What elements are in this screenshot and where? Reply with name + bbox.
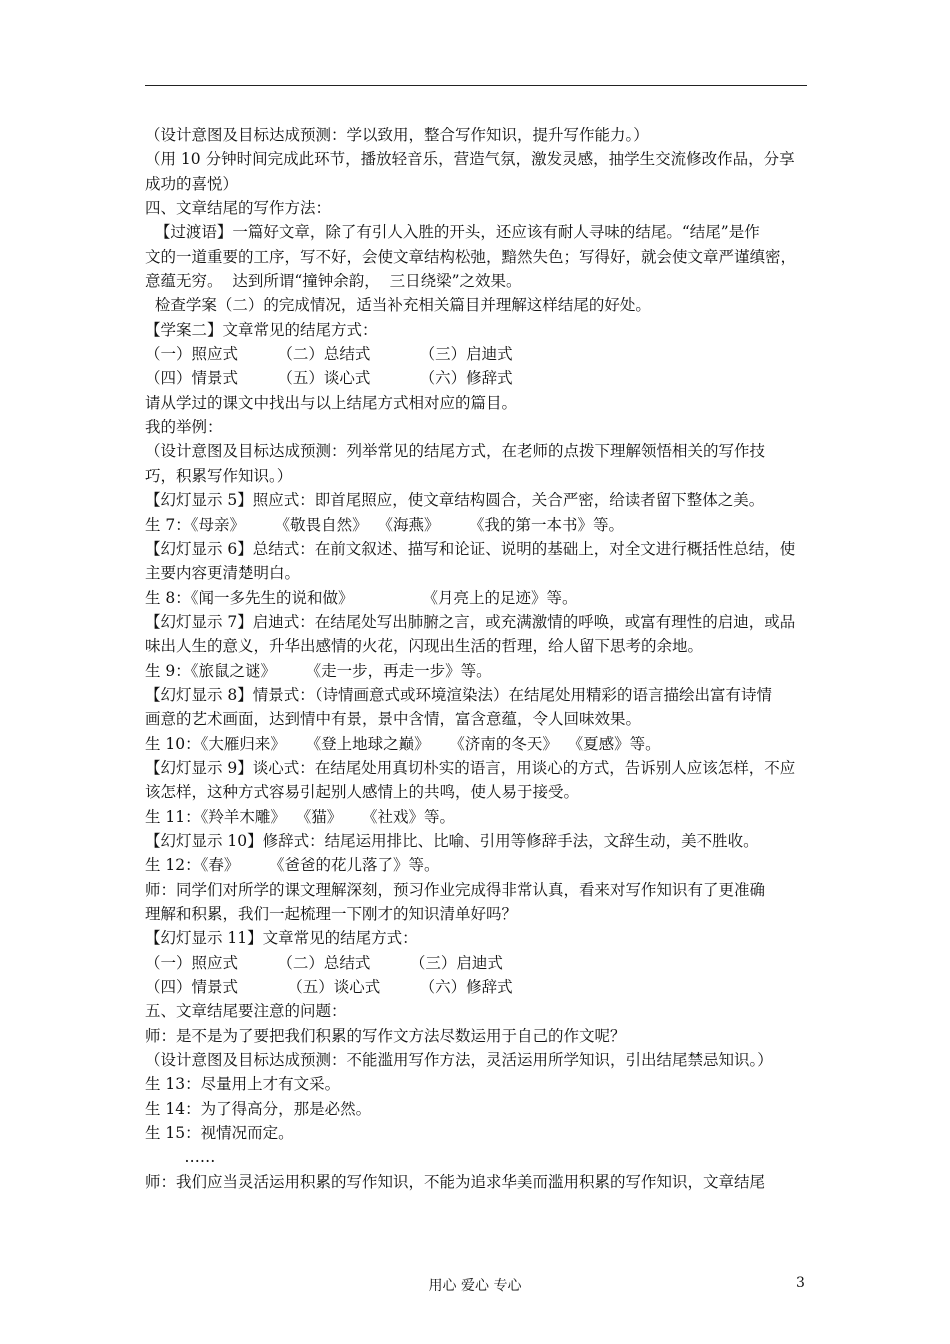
text-line: （设计意图及目标达成预测：学以致用，整合写作知识，提升写作能力。） (145, 126, 649, 144)
text-line: 主要内容更清楚明白。 (145, 564, 301, 583)
text-line: 师：是不是为了要把我们积累的写作文方法尽数运用于自己的作文呢？ (145, 1026, 626, 1045)
page-number: 3 (796, 1275, 805, 1291)
text-line: 请从学过的课文中找出与以上结尾方式相对应的篇目。 (145, 393, 518, 412)
text-line: 【学案二】文章常见的结尾方式： (145, 320, 378, 339)
text-line: 【幻灯显示 7】启迪式：在结尾处写出肺腑之言，或充满激情的呼唤，或富有理性的启迪，或品 (145, 612, 796, 631)
text-line: 我的举例： (145, 418, 223, 437)
text-line: 意蕴无穷。 达到所谓“撞钟余韵， 三日绕梁”之效果。 (145, 272, 522, 291)
text-line: 师：我们应当灵活运用积累的写作知识，不能为追求华美而滥用积累的写作知识，文章结尾 (145, 1172, 766, 1191)
text-line: 理解和积累，我们一起梳理一下刚才的知识清单好吗？ (145, 905, 518, 923)
footer-motto: 用心 爱心 专心 (428, 1278, 522, 1294)
text-line: 味出人生的意义，升华出感情的火花，闪现出生活的哲理，给人留下思考的余地。 (145, 637, 704, 656)
text-line: 师：同学们对所学的课文理解深刻，预习作业完成得非常认真，看来对写作知识有了更准确 (145, 880, 766, 899)
text-line: …… (145, 1148, 216, 1167)
text-line: 【过渡语】一篇好文章，除了有引人入胜的开头，还应该有耐人寻味的结尾。“结尾”是作 (145, 223, 760, 242)
text-line: （设计意图及目标达成预测：列举常见的结尾方式，在老师的点拨下理解领悟相关的写作技 (145, 442, 766, 461)
text-line: （设计意图及目标达成预测：不能滥用写作方法，灵活运用所学知识，引出结尾禁忌知识。） (145, 1051, 773, 1070)
text-line: 巧，积累写作知识。） (145, 466, 293, 485)
text-line: 四、文章结尾的写作方法： (145, 199, 332, 218)
text-line: 【幻灯显示 10】修辞式：结尾运用排比、比喻、引用等修辞手法，文辞生动，美不胜收。 (145, 831, 759, 850)
text-line: 文的一道重要的工序，写不好，会使文章结构松弛，黯然失色；写得好，就会使文章严谨缜密， (145, 247, 797, 266)
text-line: 生 9：《旅鼠之谜》 《走一步，再走一步》等。 (145, 661, 492, 680)
text-line: 生 11：《羚羊木雕》 《猫》 《社戏》等。 (145, 807, 455, 826)
document-body (145, 123, 807, 1194)
text-line: 该怎样，这种方式容易引起别人感情上的共鸣，使人易于接受。 (145, 783, 580, 802)
text-line: 【幻灯显示 11】文章常见的结尾方式： (145, 929, 418, 948)
text-line: 【幻灯显示 9】谈心式：在结尾处用真切朴实的语言，用谈心的方式，告诉别人应该怎样，不应 (145, 758, 796, 777)
text-line: 【幻灯显示 5】照应式：即首尾照应，使文章结构圆合，关合严密，给读者留下整体之美。 (145, 491, 765, 510)
text-line: 生 8：《闻一多先生的说和做》 《月亮上的足迹》等。 (145, 588, 578, 607)
text-line: 生 13：尽量用上才有文采。 (145, 1075, 341, 1094)
text-line: 成功的喜悦） (145, 174, 239, 193)
text-line: 生 14：为了得高分，那是必然。 (145, 1099, 372, 1118)
text-line: 画意的艺术画面，达到情中有景，景中含情，富含意蕴，令人回味效果。 (145, 710, 642, 729)
text-line: 生 12：《春》 《爸爸的花儿落了》等。 (145, 856, 440, 875)
text-line: 检查学案（二）的完成情况，适当补充相关篇目并理解这样结尾的好处。 (145, 296, 651, 315)
text-line: 生 7：《母亲》 《敬畏自然》 《海燕》 《我的第一本书》等。 (145, 515, 625, 534)
text-line: 生 15：视情况而定。 (145, 1124, 294, 1143)
text-line: （一）照应式 （二）总结式 （三）启迪式 (145, 345, 513, 364)
text-line: 五、文章结尾要注意的问题： (145, 1002, 347, 1021)
text-line: （四）情景式 （五）谈心式 （六）修辞式 (145, 978, 513, 997)
text-line: （四）情景式 （五）谈心式 （六）修辞式 (145, 369, 513, 388)
text-line: 【幻灯显示 6】总结式：在前文叙述、描写和论证、说明的基础上，对全文进行概括性总结，使 (145, 539, 796, 558)
text-line: （用 10 分钟时间完成此环节，播放轻音乐，营造气氛，激发灵感，抽学生交流修改作品，分享 (145, 150, 795, 169)
header-rule (145, 85, 807, 86)
text-line: 【幻灯显示 8】情景式：（诗情画意式或环境渲染法）在结尾处用精彩的语言描绘出富有诗情 (145, 685, 773, 704)
text-line: 生 10：《大雁归来》 《登上地球之巅》 《济南的冬天》 《夏感》等。 (145, 734, 661, 753)
text-line: （一）照应式 （二）总结式 （三）启迪式 (145, 953, 503, 972)
